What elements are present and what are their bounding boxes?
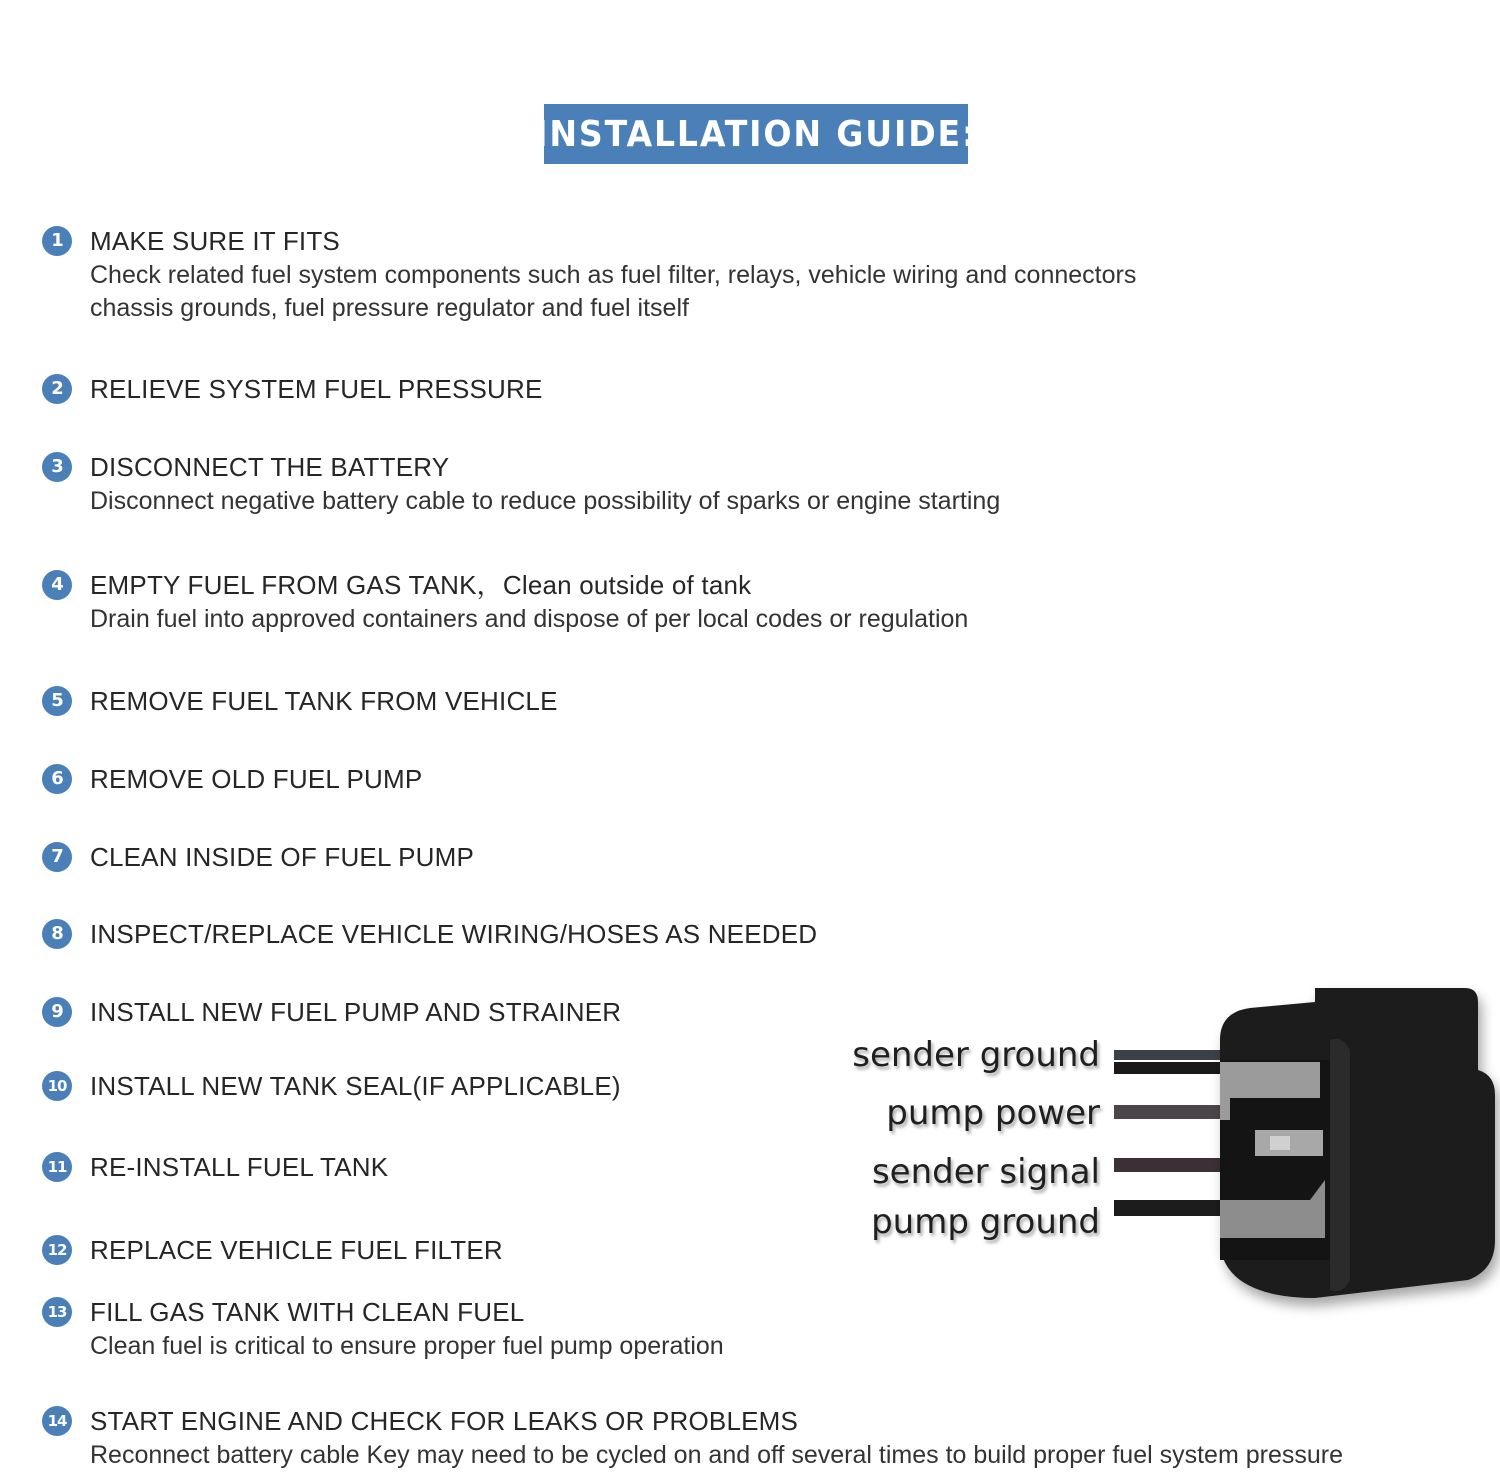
connector-latch-highlight	[1270, 1136, 1290, 1150]
step-heading: RELIEVE SYSTEM FUEL PRESSURE	[90, 374, 543, 404]
step-heading: REMOVE OLD FUEL PUMP	[90, 764, 423, 794]
step-description-line: Clean fuel is critical to ensure proper fuel pump operation	[90, 1332, 724, 1360]
wire-connector-icon	[1110, 980, 1500, 1320]
step-heading: INSTALL NEW TANK SEAL(IF APPLICABLE)	[90, 1071, 621, 1101]
step-heading: MAKE SURE IT FITS	[90, 226, 340, 256]
step-number-icon: 9	[42, 997, 72, 1027]
step-description	[90, 259, 1136, 325]
step-number-icon: 10	[42, 1071, 72, 1101]
wire-pump-ground	[1114, 1200, 1226, 1216]
step-description-line: Reconnect battery cable Key may need to be cycled on and off several times to build proper fuel system pressure	[90, 1441, 1343, 1469]
step-heading: FILL GAS TANK WITH CLEAN FUEL	[90, 1297, 525, 1327]
pin-label-pump-ground: pump ground	[871, 1202, 1100, 1242]
wire-sender-ground-shadow	[1114, 1062, 1226, 1074]
step-description-line: Disconnect negative battery cable to reduce possibility of sparks or engine starting	[90, 487, 1001, 515]
wire-sender-ground	[1114, 1050, 1226, 1060]
step-heading: CLEAN INSIDE OF FUEL PUMP	[90, 842, 474, 872]
pin-label-sender-ground: sender ground	[852, 1035, 1100, 1075]
step-number-icon: 13	[42, 1297, 72, 1327]
step-number-icon: 6	[42, 764, 72, 794]
step-heading: INSTALL NEW FUEL PUMP AND STRAINER	[90, 997, 622, 1027]
step-number-icon: 11	[42, 1152, 72, 1182]
page-title: INSTALLATION GUIDE:	[535, 113, 977, 155]
step-heading: DISCONNECT THE BATTERY	[90, 452, 450, 482]
step-description	[90, 485, 1000, 518]
step-number-icon: 2	[42, 374, 72, 404]
wire-pump-power	[1114, 1105, 1226, 1119]
step-heading: RE-INSTALL FUEL TANK	[90, 1152, 389, 1182]
step-number-icon: 1	[42, 226, 72, 256]
step-heading: START ENGINE AND CHECK FOR LEAKS OR PROBLEMS	[90, 1406, 799, 1436]
step-description-line: Drain fuel into approved containers and dispose of per local codes or regulation	[90, 605, 969, 633]
step-description-line: Check related fuel system components such as fuel filter, relays, vehicle wiring and connectors	[90, 261, 1137, 289]
pin-label-sender-signal: sender signal	[871, 1152, 1100, 1192]
step-number-icon: 8	[42, 919, 72, 949]
step-description	[90, 603, 968, 636]
title-banner	[535, 104, 977, 164]
step-description	[90, 1439, 1343, 1472]
step-number-icon: 5	[42, 686, 72, 716]
step-number-icon: 4	[42, 570, 72, 600]
connector-edge	[1330, 1039, 1350, 1292]
step-heading: EMPTY FUEL FROM GAS TANK，Clean outside of tank	[90, 570, 752, 600]
step-heading: REMOVE FUEL TANK FROM VEHICLE	[90, 686, 558, 716]
step-description-line: chassis grounds, fuel pressure regulator and fuel itself	[90, 294, 689, 322]
wire-sender-signal	[1114, 1158, 1226, 1172]
step-heading: REPLACE VEHICLE FUEL FILTER	[90, 1235, 503, 1265]
step-heading: INSPECT/REPLACE VEHICLE WIRING/HOSES AS NEEDED	[90, 919, 818, 949]
step-description	[90, 1330, 724, 1363]
step-number-icon: 3	[42, 452, 72, 482]
step-number-icon: 7	[42, 842, 72, 872]
step-number-icon: 14	[42, 1406, 72, 1436]
pin-label-pump-power: pump power	[886, 1093, 1100, 1133]
step-number-icon: 12	[42, 1235, 72, 1265]
